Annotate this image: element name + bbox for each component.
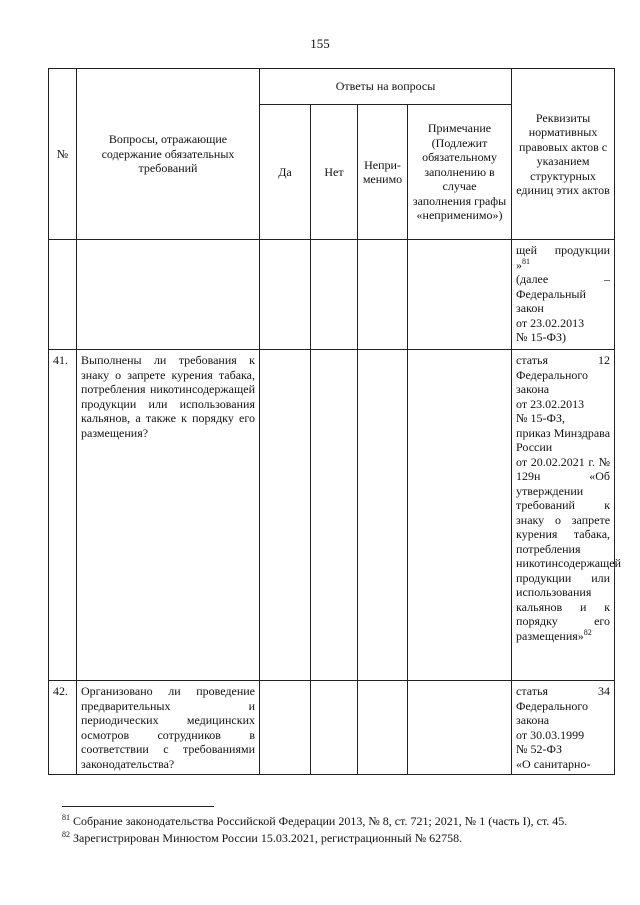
row-number [49, 240, 77, 350]
header-yes: Да [260, 105, 311, 240]
row-question: Организовано ли проведение предварительных и периодических медицинских осмотров сотрудников в соответствии с требованиями законодательства? [77, 681, 260, 775]
header-number: № [49, 69, 77, 240]
header-requisites: Реквизиты нормативных правовых актов с указанием структурных единиц этих актов [512, 69, 615, 240]
row-question [77, 240, 260, 350]
answer-no-cell [311, 240, 358, 350]
footnote [62, 831, 592, 846]
header-answers: Ответы на вопросы [260, 69, 512, 105]
row-requisites [512, 350, 622, 681]
answer-yes-cell [260, 240, 311, 350]
answer-yes-cell [260, 350, 311, 681]
table-row [49, 681, 615, 775]
header-na: Непри- менимо [358, 105, 408, 240]
table-row [49, 350, 615, 681]
footnote-ref: 82 [583, 627, 592, 637]
requirements-table [48, 68, 622, 775]
footnotes [62, 814, 592, 848]
footnote-text: Собрание законодательства Российской Федерации 2013, № 8, ст. 721; 2021, № 1 (часть I), ст. 45. [70, 814, 568, 828]
answer-na-cell [358, 240, 408, 350]
answer-no-cell [311, 681, 358, 775]
row-question: Выполнены ли требования к знаку о запрете курения табака, потребления никотинсодержащей продукции или использования кальянов, а также к порядку его размещения? [77, 350, 260, 681]
footnote-separator [62, 806, 214, 807]
row-requisites [512, 681, 615, 775]
header-note: Примечание (Подлежит обязательному заполнению в случае заполнения графы «неприменимо») [408, 105, 512, 240]
answer-yes-cell [260, 681, 311, 775]
requisites-text: щей продукции » [516, 243, 611, 272]
requisites-text: статья 12 Федерального закона от 23.02.2013 № 15-ФЗ, приказ Минздрава России от 20.02.2021 г. № 129н «Об утверждении требований к знаку о запрете курения табака, потребления никотинсодержащей продукции или использования кальянов и к порядку его размещения» [516, 353, 622, 643]
answer-note-cell [408, 240, 512, 350]
footnote [62, 814, 592, 829]
requisites-text: статья 34 Федерального закона от 30.03.1999 № 52-ФЗ «О санитарно- [516, 684, 611, 771]
header-question: Вопросы, отражающие содержание обязательных требований [77, 69, 260, 240]
footnote-text: Зарегистрирован Минюстом России 15.03.2021, регистрационный № 62758. [70, 831, 463, 845]
row-requisites [512, 240, 615, 350]
answer-no-cell [311, 350, 358, 681]
answer-na-cell [358, 681, 408, 775]
row-number: 42. [49, 681, 77, 775]
header-no: Нет [311, 105, 358, 240]
answer-note-cell [408, 681, 512, 775]
footnote-mark: 81 [62, 813, 70, 822]
requisites-text-tail: (далее – Федеральный закон от 23.02.2013 № 15-ФЗ) [516, 272, 611, 344]
table-row [49, 240, 615, 350]
page-number: 155 [310, 36, 330, 51]
answer-note-cell [408, 350, 512, 681]
footnote-ref: 81 [522, 256, 531, 266]
footnote-mark: 82 [62, 830, 70, 839]
answer-na-cell [358, 350, 408, 681]
row-number: 41. [49, 350, 77, 681]
